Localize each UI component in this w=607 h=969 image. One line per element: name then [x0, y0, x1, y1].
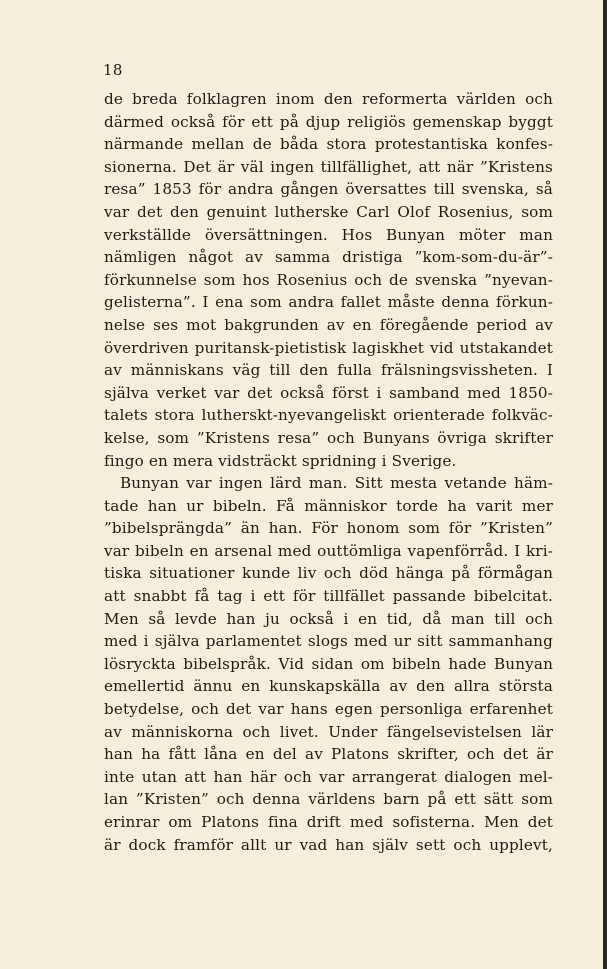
- text-line: han ha fått låna en del av Platons skrifter, och det är: [104, 745, 553, 764]
- text-line: nelse ses mot bakgrunden av en föregående period av: [104, 315, 553, 334]
- text-line: närmande mellan de båda stora protestantiska konfes-: [104, 135, 553, 154]
- text-line: var bibeln en arsenal med outtömliga vapenförråd. I kri-: [104, 541, 553, 560]
- text-line: därmed också för ett på djup religiös gemenskap byggt: [104, 112, 553, 131]
- text-line: var det den genuint lutherske Carl Olof Rosenius, som: [104, 202, 553, 221]
- page-edge-shadow: [603, 0, 607, 969]
- text-line: nämligen något av samma dristiga ”kom-som-du-är”-: [104, 248, 553, 267]
- text-line: av människorna och livet. Under fängelsevistelsen lär: [104, 722, 553, 741]
- text-line: sionerna. Det är väl ingen tillfällighet, att när ”Kristens: [104, 157, 553, 176]
- text-line: tiska situationer kunde liv och död hänga på förmågan: [104, 564, 553, 583]
- text-line: inte utan att han här och var arrangerat dialogen mel-: [104, 767, 553, 786]
- text-line: verkställde översättningen. Hos Bunyan möter man: [104, 225, 553, 244]
- text-line: fingo en mera vidsträckt spridning i Sverige.: [104, 451, 457, 470]
- text-line: resa” 1853 för andra gången översattes till svenska, så: [104, 180, 553, 199]
- text-line: är dock framför allt ur vad han själv sett och upplevt,: [104, 835, 553, 854]
- text-line: att snabbt få tag i ett för tillfället passande bibelcitat.: [104, 587, 553, 606]
- text-line: själva verket var det också först i samband med 1850-: [104, 383, 553, 402]
- text-line: emellertid ännu en kunskapskälla av den allra största: [104, 677, 553, 696]
- text-line: de breda folklagren inom den reformerta världen och: [104, 90, 553, 108]
- page-number: 18: [103, 61, 123, 79]
- paragraph: [104, 88, 553, 472]
- paragraph: [104, 472, 553, 856]
- text-line: erinrar om Platons fina drift med sofisterna. Men det: [104, 813, 553, 831]
- text-line: gelisterna”. I ena som andra fallet måste denna förkun-: [104, 293, 553, 312]
- text-line: ”bibelsprängda” än han. För honom som för ”Kristen”: [104, 519, 553, 538]
- body-text: [104, 88, 553, 856]
- text-line: lan ”Kristen” och denna världens barn på ett sätt som: [104, 790, 553, 809]
- text-line: förkunnelse som hos Rosenius och de svenska ”nyevan-: [104, 270, 553, 289]
- text-line: överdriven puritansk-pietistisk lagiskhet vid utstakandet: [104, 338, 553, 357]
- text-line: talets stora lutherskt-nyevangeliskt orienterade folkväc-: [104, 406, 553, 425]
- text-line: med i själva parlamentet slogs med ur sitt sammanhang: [104, 632, 553, 651]
- text-line: kelse, som ”Kristens resa” och Bunyans övriga skrifter: [104, 428, 553, 447]
- text-line: tade han ur bibeln. Få människor torde ha varit mer: [104, 496, 553, 515]
- text-line: Men så levde han ju också i en tid, då man till och: [104, 609, 553, 628]
- text-line: av människans väg till den fulla frälsningsvissheten. I: [104, 361, 553, 380]
- text-line: lösryckta bibelspråk. Vid sidan om bibeln hade Bunyan: [104, 654, 553, 673]
- text-line: betydelse, och det var hans egen personliga erfarenhet: [104, 700, 553, 719]
- text-line: Bunyan var ingen lärd man. Sitt mesta vetande häm-: [120, 474, 553, 493]
